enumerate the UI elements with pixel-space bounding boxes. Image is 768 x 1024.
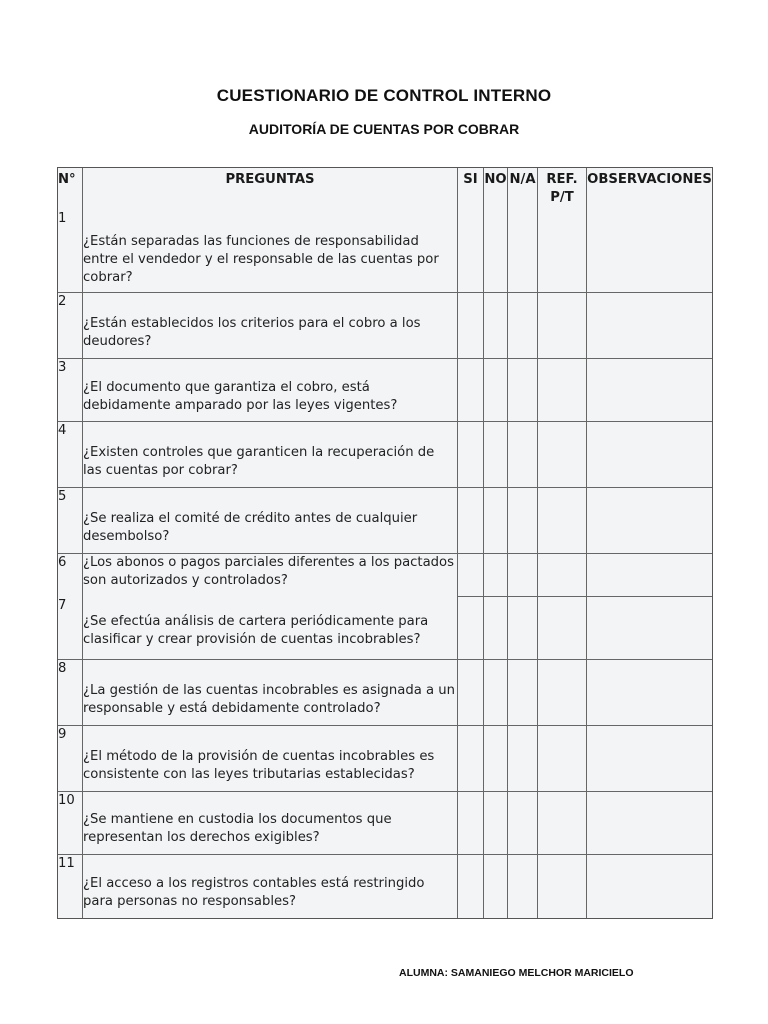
answer-cell-ref[interactable] bbox=[538, 554, 587, 597]
question-text bbox=[83, 855, 458, 918]
answer-cell-na[interactable] bbox=[508, 597, 538, 660]
answer-cell-no[interactable] bbox=[484, 597, 508, 660]
answer-cell-ref[interactable] bbox=[538, 855, 587, 918]
answer-cell-si[interactable] bbox=[458, 359, 484, 422]
answer-cell-na[interactable] bbox=[508, 359, 538, 422]
question-label: ¿El acceso a los registros contables está restringido para personas no responsables? bbox=[83, 876, 425, 909]
answer-cell-si[interactable] bbox=[458, 792, 484, 855]
answer-cell-ref[interactable] bbox=[538, 726, 587, 792]
table-row bbox=[58, 597, 712, 660]
answer-cell-observaciones[interactable] bbox=[587, 359, 712, 422]
document-title: CUESTIONARIO DE CONTROL INTERNO bbox=[216, 86, 552, 105]
question-text bbox=[83, 210, 458, 293]
answer-cell-na[interactable] bbox=[508, 660, 538, 726]
answer-cell-si[interactable] bbox=[458, 488, 484, 554]
row-number: 3 bbox=[58, 359, 83, 422]
header-num: N° bbox=[58, 168, 83, 210]
questionnaire-table bbox=[57, 167, 713, 919]
question-label: ¿Están establecidos los criterios para el cobro a los deudores? bbox=[83, 316, 421, 349]
row-number: 11 bbox=[58, 855, 83, 918]
row-number: 4 bbox=[58, 422, 83, 488]
question-label: ¿Existen controles que garanticen la recuperación de las cuentas por cobrar? bbox=[83, 445, 435, 478]
answer-cell-ref[interactable] bbox=[538, 597, 587, 660]
question-label: ¿Se mantiene en custodia los documentos que representan los derechos exigibles? bbox=[83, 812, 392, 845]
question-text bbox=[83, 488, 458, 554]
answer-cell-observaciones[interactable] bbox=[587, 422, 712, 488]
table-row bbox=[58, 554, 712, 597]
answer-cell-si[interactable] bbox=[458, 210, 484, 293]
row-number: 6 bbox=[58, 554, 83, 597]
answer-cell-observaciones[interactable] bbox=[587, 210, 712, 293]
table-row bbox=[58, 210, 712, 293]
question-label: ¿La gestión de las cuentas incobrables es asignada a un responsable y está debidamente controlado? bbox=[83, 683, 455, 716]
answer-cell-ref[interactable] bbox=[538, 488, 587, 554]
answer-cell-na[interactable] bbox=[508, 792, 538, 855]
answer-cell-ref[interactable] bbox=[538, 359, 587, 422]
table-header-row bbox=[58, 168, 712, 210]
table-row bbox=[58, 792, 712, 855]
question-text bbox=[83, 422, 458, 488]
table-row bbox=[58, 422, 712, 488]
answer-cell-si[interactable] bbox=[458, 660, 484, 726]
answer-cell-na[interactable] bbox=[508, 554, 538, 597]
answer-cell-na[interactable] bbox=[508, 855, 538, 918]
document-subtitle: AUDITORÍA DE CUENTAS POR COBRAR bbox=[248, 121, 520, 137]
answer-cell-observaciones[interactable] bbox=[587, 293, 712, 359]
row-number: 7 bbox=[58, 597, 83, 660]
question-text bbox=[83, 597, 458, 660]
answer-cell-no[interactable] bbox=[484, 726, 508, 792]
answer-cell-si[interactable] bbox=[458, 422, 484, 488]
row-number: 8 bbox=[58, 660, 83, 726]
row-number: 9 bbox=[58, 726, 83, 792]
header-observaciones: OBSERVACIONES bbox=[587, 172, 712, 187]
question-label: ¿Se efectúa análisis de cartera periódicamente para clasificar y crear provisión de cuentas incobrables? bbox=[83, 614, 429, 647]
answer-cell-si[interactable] bbox=[458, 554, 484, 597]
row-number: 10 bbox=[58, 792, 83, 855]
row-number: 1 bbox=[58, 210, 83, 293]
answer-cell-observaciones[interactable] bbox=[587, 488, 712, 554]
answer-cell-si[interactable] bbox=[458, 597, 484, 660]
answer-cell-no[interactable] bbox=[484, 488, 508, 554]
table-row bbox=[58, 855, 712, 918]
question-text bbox=[83, 726, 458, 792]
question-label: ¿El método de la provisión de cuentas incobrables es consistente con las leyes tributarias establecidas? bbox=[83, 749, 435, 782]
answer-cell-si[interactable] bbox=[458, 726, 484, 792]
answer-cell-na[interactable] bbox=[508, 726, 538, 792]
answer-cell-no[interactable] bbox=[484, 554, 508, 597]
answer-cell-no[interactable] bbox=[484, 855, 508, 918]
answer-cell-si[interactable] bbox=[458, 293, 484, 359]
answer-cell-no[interactable] bbox=[484, 293, 508, 359]
question-text bbox=[83, 554, 458, 597]
header-preguntas: PREGUNTAS bbox=[83, 168, 458, 210]
row-number: 2 bbox=[58, 293, 83, 359]
answer-cell-observaciones[interactable] bbox=[587, 792, 712, 855]
answer-cell-ref[interactable] bbox=[538, 792, 587, 855]
header-si: SI bbox=[458, 168, 484, 210]
question-text bbox=[83, 293, 458, 359]
question-text bbox=[83, 660, 458, 726]
row-number: 5 bbox=[58, 488, 83, 554]
table-row bbox=[58, 293, 712, 359]
question-text bbox=[83, 359, 458, 422]
answer-cell-observaciones[interactable] bbox=[587, 660, 712, 726]
answer-cell-si[interactable] bbox=[458, 855, 484, 918]
answer-cell-ref[interactable] bbox=[538, 422, 587, 488]
question-text bbox=[83, 792, 458, 855]
answer-cell-na[interactable] bbox=[508, 210, 538, 293]
question-label: ¿El documento que garantiza el cobro, está debidamente amparado por las leyes vigentes? bbox=[83, 380, 398, 413]
answer-cell-no[interactable] bbox=[484, 660, 508, 726]
answer-cell-ref[interactable] bbox=[538, 660, 587, 726]
header-na: N/A bbox=[508, 168, 538, 210]
answer-cell-ref[interactable] bbox=[538, 293, 587, 359]
answer-cell-observaciones[interactable] bbox=[587, 597, 712, 660]
table-row bbox=[58, 488, 712, 554]
question-label: ¿Los abonos o pagos parciales diferentes a los pactados son autorizados y controlados? bbox=[83, 555, 454, 588]
header-ref: REF. P/T bbox=[538, 168, 587, 210]
answer-cell-observaciones[interactable] bbox=[587, 554, 712, 597]
answer-cell-na[interactable] bbox=[508, 422, 538, 488]
answer-cell-ref[interactable] bbox=[538, 210, 587, 293]
answer-cell-na[interactable] bbox=[508, 488, 538, 554]
answer-cell-no[interactable] bbox=[484, 792, 508, 855]
table-row bbox=[58, 726, 712, 792]
header-no: NO bbox=[484, 168, 508, 210]
answer-cell-no[interactable] bbox=[484, 359, 508, 422]
table-row bbox=[58, 660, 712, 726]
question-label: ¿Se realiza el comité de crédito antes de cualquier desembolso? bbox=[83, 511, 418, 544]
answer-cell-observaciones[interactable] bbox=[587, 855, 712, 918]
question-label: ¿Están separadas las funciones de responsabilidad entre el vendedor y el responsable de las cuentas por cobrar? bbox=[83, 234, 439, 285]
answer-cell-no[interactable] bbox=[484, 210, 508, 293]
student-name: ALUMNA: SAMANIEGO MELCHOR MARICIELO bbox=[399, 967, 634, 979]
answer-cell-observaciones[interactable] bbox=[587, 726, 712, 792]
answer-cell-no[interactable] bbox=[484, 422, 508, 488]
table-row bbox=[58, 359, 712, 422]
answer-cell-na[interactable] bbox=[508, 293, 538, 359]
